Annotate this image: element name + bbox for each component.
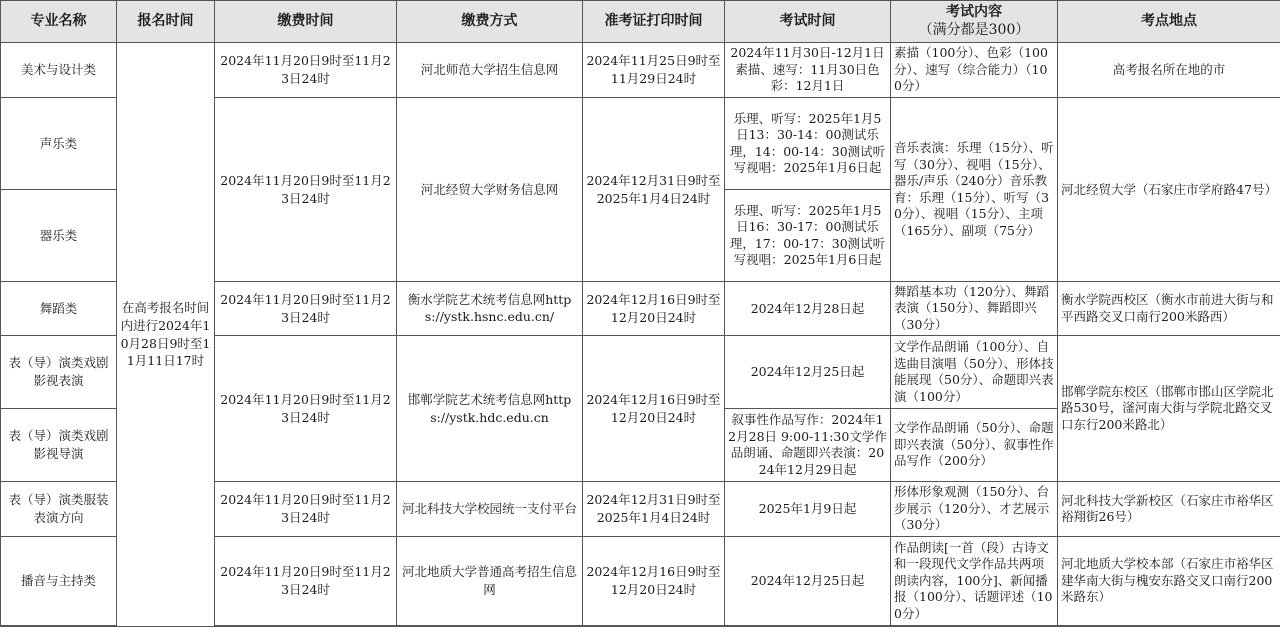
header-row	[1, 1, 1280, 43]
payment-time-cell: 2024年11月20日9时至11月23日24时	[215, 43, 397, 98]
location-cell: 河北地质大学校本部（石家庄市裕华区建华南大街与槐安东路交叉口南行200米路东）	[1058, 537, 1280, 626]
payment-method-cell: 河北地质大学普通高考招生信息网	[397, 537, 583, 626]
exam-content-cell: 音乐表演：乐理（15分）、听写（30分）、视唱（15分）、器乐/声乐（240分）音乐教育：乐理（15分）、听写（30分）、视唱（15分）、主项（165分）、副项（75分）	[891, 98, 1058, 282]
payment-method-cell: 河北科技大学校园统一支付平台	[397, 482, 583, 537]
location-cell: 河北科技大学新校区（石家庄市裕华区裕翔街26号）	[1058, 482, 1280, 537]
ticket-print-cell: 2024年12月31日9时至2025年1月4日24时	[583, 482, 725, 537]
table-row	[1, 43, 1280, 98]
exam-content-cell: 舞蹈基本功（120分）、舞蹈表演（150分）、舞蹈即兴（30分）	[891, 282, 1058, 336]
exam-time-cell: 2024年12月25日起	[725, 336, 891, 409]
payment-time-cell: 2024年11月20日9时至11月23日24时	[215, 98, 397, 282]
exam-content-cell: 素描（100分）、色彩（100分）、速写（综合能力）（100分）	[891, 43, 1058, 98]
exam-time-cell: 2024年12月28日起	[725, 282, 891, 336]
header-exam-content	[891, 1, 1058, 43]
major-cell: 表（导）演类服装表演方向	[1, 482, 117, 537]
header-payment-time: 缴费时间	[215, 1, 397, 43]
header-ticket-print: 准考证打印时间	[583, 1, 725, 43]
payment-method-cell: 河北经贸大学财务信息网	[397, 98, 583, 282]
exam-content-cell: 文学作品朗诵（50分）、命题即兴表演（50分）、叙事性作品写作（200分）	[891, 409, 1058, 482]
ticket-print-cell: 2024年12月31日9时至2025年1月4日24时	[583, 98, 725, 282]
location-cell: 高考报名所在地的市	[1058, 43, 1280, 98]
header-registration: 报名时间	[117, 1, 215, 43]
payment-time-cell: 2024年11月20日9时至11月23日24时	[215, 482, 397, 537]
location-cell: 河北经贸大学（石家庄市学府路47号）	[1058, 98, 1280, 282]
ticket-print-cell: 2024年12月16日9时至12月20日24时	[583, 282, 725, 336]
exam-content-cell: 形体形象观测（150分）、台步展示（120分）、才艺展示（30分）	[891, 482, 1058, 537]
major-cell: 播音与主持类	[1, 537, 117, 626]
major-cell: 美术与设计类	[1, 43, 117, 98]
ticket-print-cell: 2024年11月25日9时至11月29日24时	[583, 43, 725, 98]
ticket-print-cell: 2024年12月16日9时至12月20日24时	[583, 336, 725, 482]
exam-time-cell: 乐理、听写：2025年1月5日16：30-17：00测试乐理，17：00-17：30测试听写视唱：2025年1月6日起	[725, 190, 891, 282]
major-cell: 表（导）演类戏剧影视表演	[1, 336, 117, 409]
location-cell: 邯郸学院东校区（邯郸市邯山区学院北路530号，滏河南大街与学院北路交叉口东行200米路北）	[1058, 336, 1280, 482]
exam-time-cell: 乐理、听写：2025年1月5日13：30-14：00测试乐理，14：00-14：30测试听写视唱：2025年1月6日起	[725, 98, 891, 190]
exam-content-cell: 作品朗读[一首（段）古诗文和一段现代文学作品共两项朗读内容，100分]、新闻播报（100分）、话题评述（100分）	[891, 537, 1058, 626]
exam-time-cell: 2024年12月25日起	[725, 537, 891, 626]
exam-time-cell: 2024年11月30日-12月1日素描、速写：11月30日色彩：12月1日	[725, 43, 891, 98]
header-exam-time: 考试时间	[725, 1, 891, 43]
major-cell: 声乐类	[1, 98, 117, 190]
header-major: 专业名称	[1, 1, 117, 43]
major-cell: 舞蹈类	[1, 282, 117, 336]
exam-time-cell: 2025年1月9日起	[725, 482, 891, 537]
payment-time-cell: 2024年11月20日9时至11月23日24时	[215, 336, 397, 482]
major-cell: 器乐类	[1, 190, 117, 282]
registration-time-cell: 在高考报名时间内进行2024年10月28日9时至11月11日17时	[117, 43, 215, 627]
payment-method-cell: 邯郸学院艺术统考信息网https://ystk.hdc.edu.cn	[397, 336, 583, 482]
ticket-print-cell: 2024年12月16日9时至12月20日24时	[583, 537, 725, 626]
exam-time-cell: 叙事性作品写作：2024年12月28日 9:00-11:30文学作品朗诵、命题即兴表演：2024年12月29日起	[725, 409, 891, 482]
header-content-note: （满分都是300）	[894, 22, 1054, 40]
payment-time-cell: 2024年11月20日9时至11月23日24时	[215, 282, 397, 336]
header-content-title: 考试内容	[894, 4, 1054, 22]
major-cell: 表（导）演类戏剧影视导演	[1, 409, 117, 482]
location-cell: 衡水学院西校区（衡水市前进大街与和平西路交叉口南行200米路西）	[1058, 282, 1280, 336]
exam-content-cell: 文学作品朗诵（100分）、自选曲目演唱（50分）、形体技能展现（50分）、命题即兴表演（100分）	[891, 336, 1058, 409]
header-location: 考点地点	[1058, 1, 1280, 43]
payment-method-cell: 河北师范大学招生信息网	[397, 43, 583, 98]
header-payment-method: 缴费方式	[397, 1, 583, 43]
payment-method-cell: 衡水学院艺术统考信息网https://ystk.hsnc.edu.cn/	[397, 282, 583, 336]
payment-time-cell: 2024年11月20日9时至11月23日24时	[215, 537, 397, 626]
